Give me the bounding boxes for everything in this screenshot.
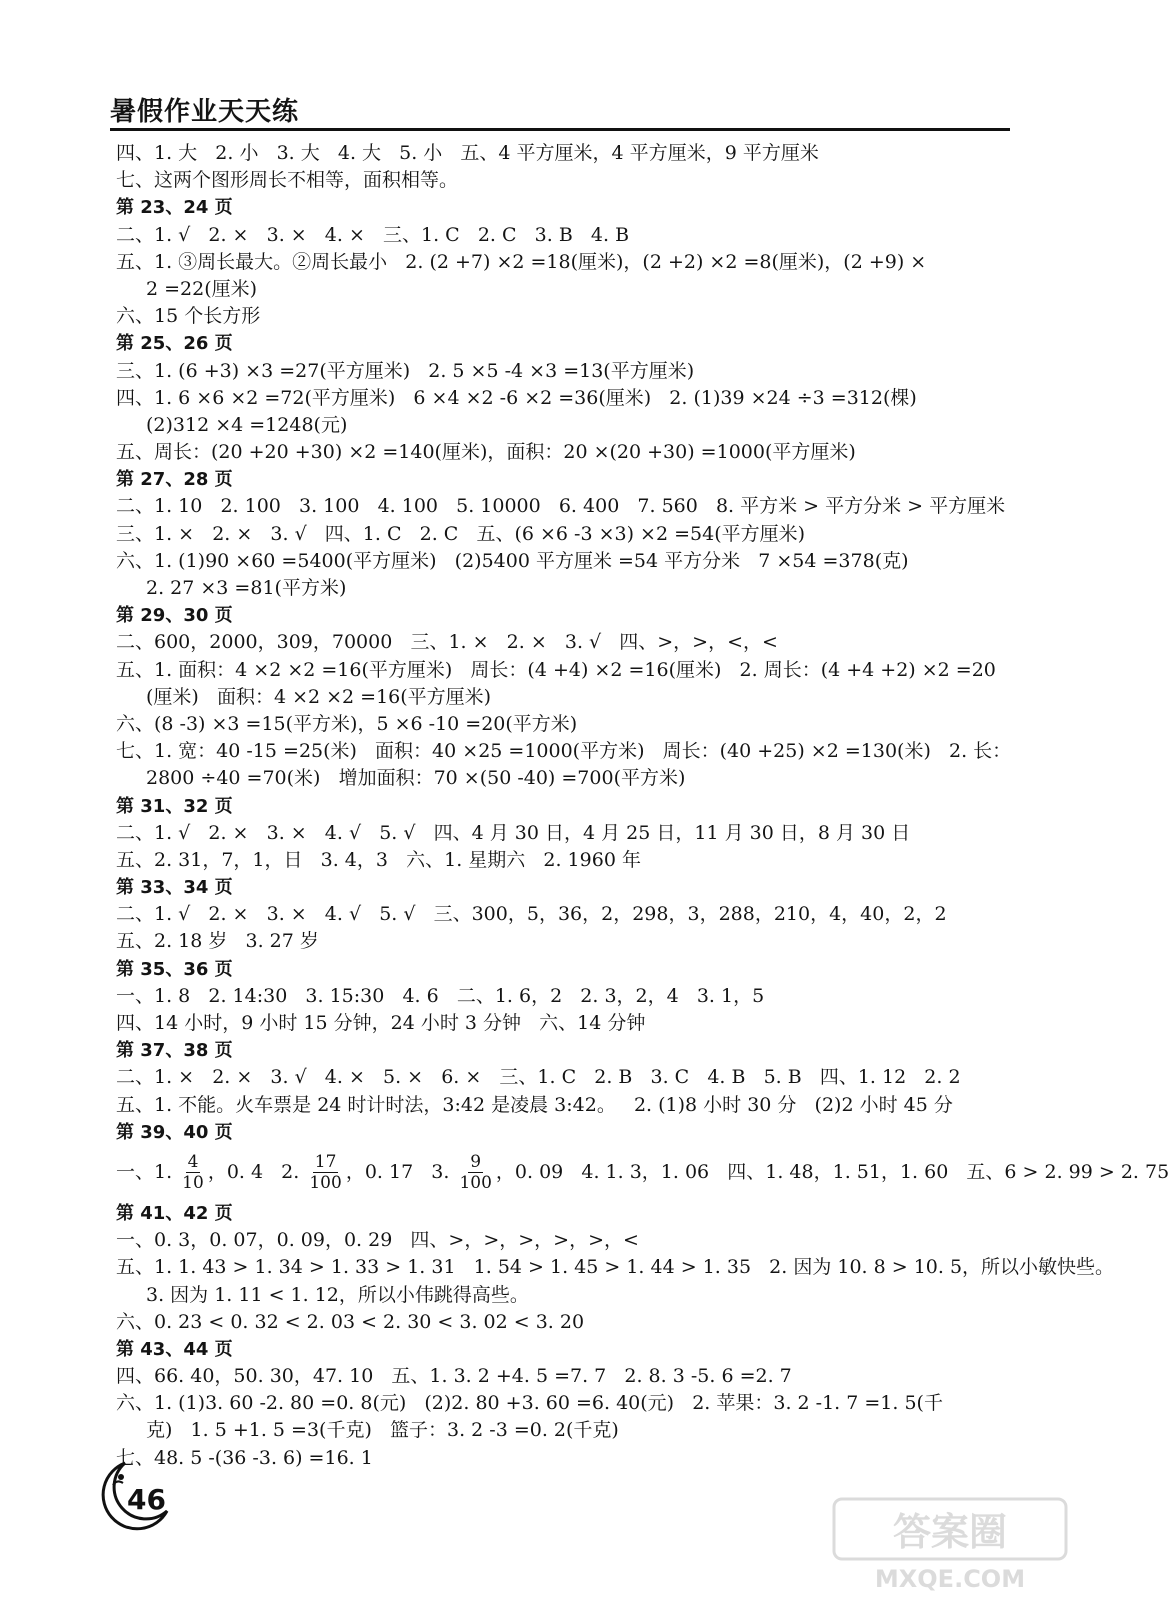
page-range-heading: 第 33、34 页 [116,877,233,899]
page-range-heading: 第 31、32 页 [116,795,233,817]
answer-line-continuation: 2. 27 ×3 =81(平方米) [146,577,347,599]
header-rule [110,128,1010,131]
answer-line: 六、15 个长方形 [116,305,261,328]
answer-line: 二、1. 10 2. 100 3. 100 4. 100 5. 10000 6. 400 7. 560 8. 平方米 > 平方分米 > 平方厘米 [116,495,1006,518]
answer-line: 五、1. ③周长最大。②周长最小 2. (2 +7) ×2 =18(厘米)，(2 +2) ×2 =8(厘米)，(2 +9) × [116,250,927,273]
answer-line: 四、14 小时，9 小时 15 分钟，24 小时 3 分钟 六、14 分钟 [116,1012,646,1034]
fraction-numerator: 4 [187,1152,199,1173]
answer-line: 五、1. 面积：4 ×2 ×2 =16(平方厘米) 周长：(4 +4) ×2 =16(厘米) 2. 周长：(4 +4 +2) ×2 =20 [116,658,996,681]
page-range-heading: 第 27、28 页 [116,469,233,491]
answer-content [116,140,1169,1472]
page-footer [95,1455,175,1535]
answer-line: 六、0. 23 < 0. 32 < 2. 03 < 2. 30 < 3. 02 < 3. 20 [116,1310,585,1333]
answer-line: 五、2. 18 岁 3. 27 岁 [116,930,319,953]
page-range-heading: 第 25、26 页 [116,333,233,355]
fraction-denominator: 100 [459,1173,492,1194]
fraction-line-text: ，0. 09 4. 1. 3，1. 06 四、1. 48，1. 51，1. 60 五、6 > 2. 99 > 2. 75 [495,1161,1169,1184]
answer-line: 二、1. × 2. × 3. √ 4. × 5. × 6. × 三、1. C 2. B 3. C 4. B 5. B 四、1. 12 2. 2 [116,1066,961,1089]
answer-line: 五、1. 不能。火车票是 24 时计时法，3:42 是凌晨 3:42。 2. (1)8 小时 30 分 (2)2 小时 45 分 [116,1093,953,1116]
answer-line-continuation: 2800 ÷40 =70(米) 增加面积：70 ×(50 -40) =700(平方米) [146,767,686,790]
answer-line: 二、1. √ 2. × 3. × 4. √ 5. √ 四、4 月 30 日，4 月 25 日，11 月 30 日，8 月 30 日 [116,821,911,844]
page-range-heading: 第 41、42 页 [116,1202,233,1224]
page-range-heading: 第 43、44 页 [116,1338,233,1360]
page-number: 46 [127,1483,166,1516]
answer-line: 三、1. (6 +3) ×3 =27(平方厘米) 2. 5 ×5 -4 ×3 =13(平方厘米) [116,359,695,382]
answer-line: 四、1. 6 ×6 ×2 =72(平方厘米) 6 ×4 ×2 -6 ×2 =36(厘米) 2. (1)39 ×24 ÷3 =312(棵) [116,386,917,409]
answer-line: 六、(8 -3) ×3 =15(平方米)，5 ×6 -10 =20(平方米) [116,712,578,735]
page-range-heading: 第 39、40 页 [116,1121,233,1143]
answer-line: 四、66. 40，50. 30，47. 10 五、1. 3. 2 +4. 5 =7. 7 2. 8. 3 -5. 6 =2. 7 [116,1365,792,1388]
answer-line: 五、1. 1. 43 > 1. 34 > 1. 33 > 1. 31 1. 54 > 1. 45 > 1. 44 > 1. 35 2. 因为 10. 8 > 10. 5，所以小敏快些。 [116,1256,1115,1279]
fraction-line-text: 一、1. [116,1161,179,1184]
answer-line: 一、1. 8 2. 14:30 3. 15:30 4. 6 二、1. 6，2 2. 3，2，4 3. 1，5 [116,984,765,1007]
answer-line: 二、1. √ 2. × 3. × 4. √ 5. √ 三、300，5，36，2，298，3，288，210，4，40，2，2 [116,903,947,926]
page-range-heading: 第 37、38 页 [116,1040,233,1062]
answer-line: 四、1. 大 2. 小 3. 大 4. 大 5. 小 五、4 平方厘米，4 平方厘米，9 平方厘米 [116,142,819,164]
fraction-numerator: 17 [314,1152,337,1173]
fraction-line-text: ，0. 4 2. [207,1161,306,1184]
page-header [110,96,1010,128]
answer-line-continuation: 3. 因为 1. 11 < 1. 12，所以小伟跳得高些。 [146,1283,529,1306]
fraction-line-text: ，0. 17 3. [345,1161,456,1184]
answer-line: 二、600，2000，309，70000 三、1. × 2. × 3. √ 四、>，>，<，< [116,631,778,654]
answer-line-continuation: 克) 1. 5 +1. 5 =3(千克) 篮子：3. 2 -3 =0. 2(千克) [146,1419,619,1442]
answer-line: 六、1. (1)3. 60 -2. 80 =0. 8(元) (2)2. 80 +3. 60 =6. 40(元) 2. 苹果：3. 2 -1. 7 =1. 5(千 [116,1392,943,1415]
answer-line-continuation: 2 =22(厘米) [146,277,258,300]
answer-line-continuation: (2)312 ×4 =1248(元) [146,413,348,436]
answer-line: 七、48. 5 -(36 -3. 6) =16. 1 [116,1446,373,1469]
page-range-heading: 第 35、36 页 [116,958,233,980]
book-title: 暑假作业天天练 [110,97,300,127]
page-range-heading: 第 23、24 页 [116,197,233,219]
fraction-numerator: 9 [470,1152,482,1173]
answer-line: 七、这两个图形周长不相等，面积相等。 [116,169,459,192]
fraction [307,1152,343,1193]
answer-line-with-fractions [116,1146,1169,1200]
watermark-text: 答案圈 [892,1510,1008,1554]
watermark-logo [830,1495,1070,1595]
answer-line: 二、1. √ 2. × 3. × 4. × 三、1. C 2. C 3. B 4. B [116,223,630,246]
answer-line: 五、2. 31，7，1，日 3. 4，3 六、1. 星期六 2. 1960 年 [116,848,641,871]
watermark-url: MXQE.COM [874,1565,1026,1593]
answer-line: 七、1. 宽：40 -15 =25(米) 面积：40 ×25 =1000(平方米) 周长：(40 +25) ×2 =130(米) 2. 长： [116,740,1012,763]
answer-line-continuation: (厘米) 面积：4 ×2 ×2 =16(平方厘米) [146,685,492,708]
answer-line: 一、0. 3，0. 07，0. 09，0. 29 四、>，>，>，>，>，< [116,1229,639,1252]
fraction-denominator: 100 [309,1173,342,1194]
answer-line: 三、1. × 2. × 3. √ 四、1. C 2. C 五、(6 ×6 -3 ×3) ×2 =54(平方厘米) [116,522,806,545]
fraction [180,1152,206,1193]
answer-line: 五、周长：(20 +20 +30) ×2 =140(厘米)，面积：20 ×(20 +30) =1000(平方厘米) [116,441,856,464]
fraction-denominator: 10 [182,1173,204,1194]
watermark-icon [830,1495,1070,1595]
fraction [457,1152,493,1193]
answer-line: 六、1. (1)90 ×60 =5400(平方厘米) (2)5400 平方厘米 =54 平方分米 7 ×54 =378(克) [116,549,909,572]
page-range-heading: 第 29、30 页 [116,605,233,627]
